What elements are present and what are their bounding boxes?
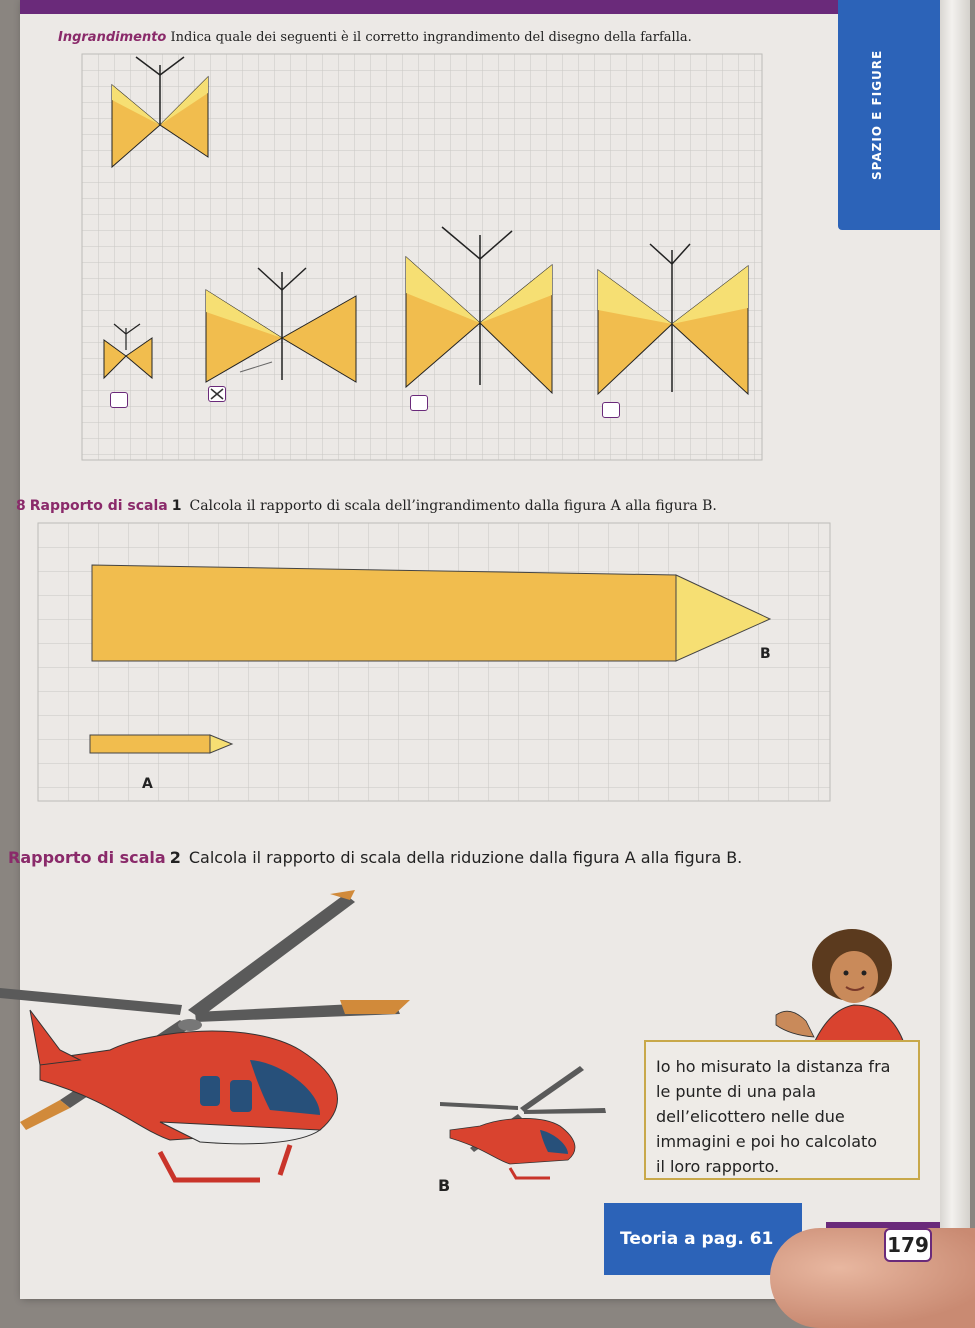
helicopter-large bbox=[0, 890, 420, 1210]
speech-bubble bbox=[644, 1040, 920, 1180]
bubble-line-3: dell’elicottero nelle due bbox=[656, 1107, 845, 1126]
butterfly-option-4 bbox=[592, 240, 762, 400]
child-character bbox=[770, 925, 910, 1045]
exercise1-text: Indica quale dei seguenti è il corretto ingrandimento del disegno della farfalla. bbox=[170, 30, 692, 45]
bubble-line-5: il loro rapporto. bbox=[656, 1157, 780, 1176]
option-3-checkbox[interactable] bbox=[410, 395, 428, 411]
exercise3-title bbox=[8, 848, 742, 867]
exercise2-label: Rapporto di scala bbox=[29, 498, 168, 514]
bubble-line-2: le punte di una pala bbox=[656, 1082, 817, 1101]
exercise2-number: 8 bbox=[16, 498, 26, 514]
exercise2-grid bbox=[0, 515, 975, 815]
section-tab-label: SPAZIO E FIGURE bbox=[870, 49, 884, 181]
exercise3-text: Calcola il rapporto di scala della riduzione dalla figura A alla figura B. bbox=[188, 848, 743, 867]
figure-a-label: A bbox=[142, 776, 153, 792]
exercise3-label: Rapporto di scala bbox=[8, 848, 166, 867]
bubble-line-4: immagini e poi ho calcolato bbox=[656, 1132, 878, 1151]
thumb-overlay bbox=[770, 1228, 975, 1328]
butterfly-option-3 bbox=[402, 225, 562, 405]
option-2-checkbox[interactable] bbox=[208, 386, 226, 402]
exercise2-label-num: 1 bbox=[171, 498, 182, 514]
bubble-line-1: Io ho misurato la distanza fra bbox=[656, 1057, 891, 1076]
figure-b-label: B bbox=[760, 646, 771, 662]
theory-link[interactable]: Teoria a pag. 61 bbox=[604, 1203, 802, 1275]
exercise2-title bbox=[16, 498, 717, 514]
option-1-checkbox[interactable] bbox=[110, 392, 128, 408]
heli-figure-b-label: B bbox=[438, 1176, 451, 1195]
butterfly-option-1 bbox=[100, 320, 170, 390]
butterfly-original bbox=[106, 55, 236, 175]
exercise1-label: Ingrandimento bbox=[58, 30, 167, 45]
page-number: 179 bbox=[884, 1228, 932, 1262]
exercise2-text: Calcola il rapporto di scala dell’ingrandimento dalla figura A alla figura B. bbox=[189, 498, 717, 514]
butterfly-option-2 bbox=[200, 262, 370, 392]
option-4-checkbox[interactable] bbox=[602, 402, 620, 418]
helicopter-small bbox=[440, 1062, 620, 1192]
exercise3-label-num: 2 bbox=[169, 848, 181, 867]
